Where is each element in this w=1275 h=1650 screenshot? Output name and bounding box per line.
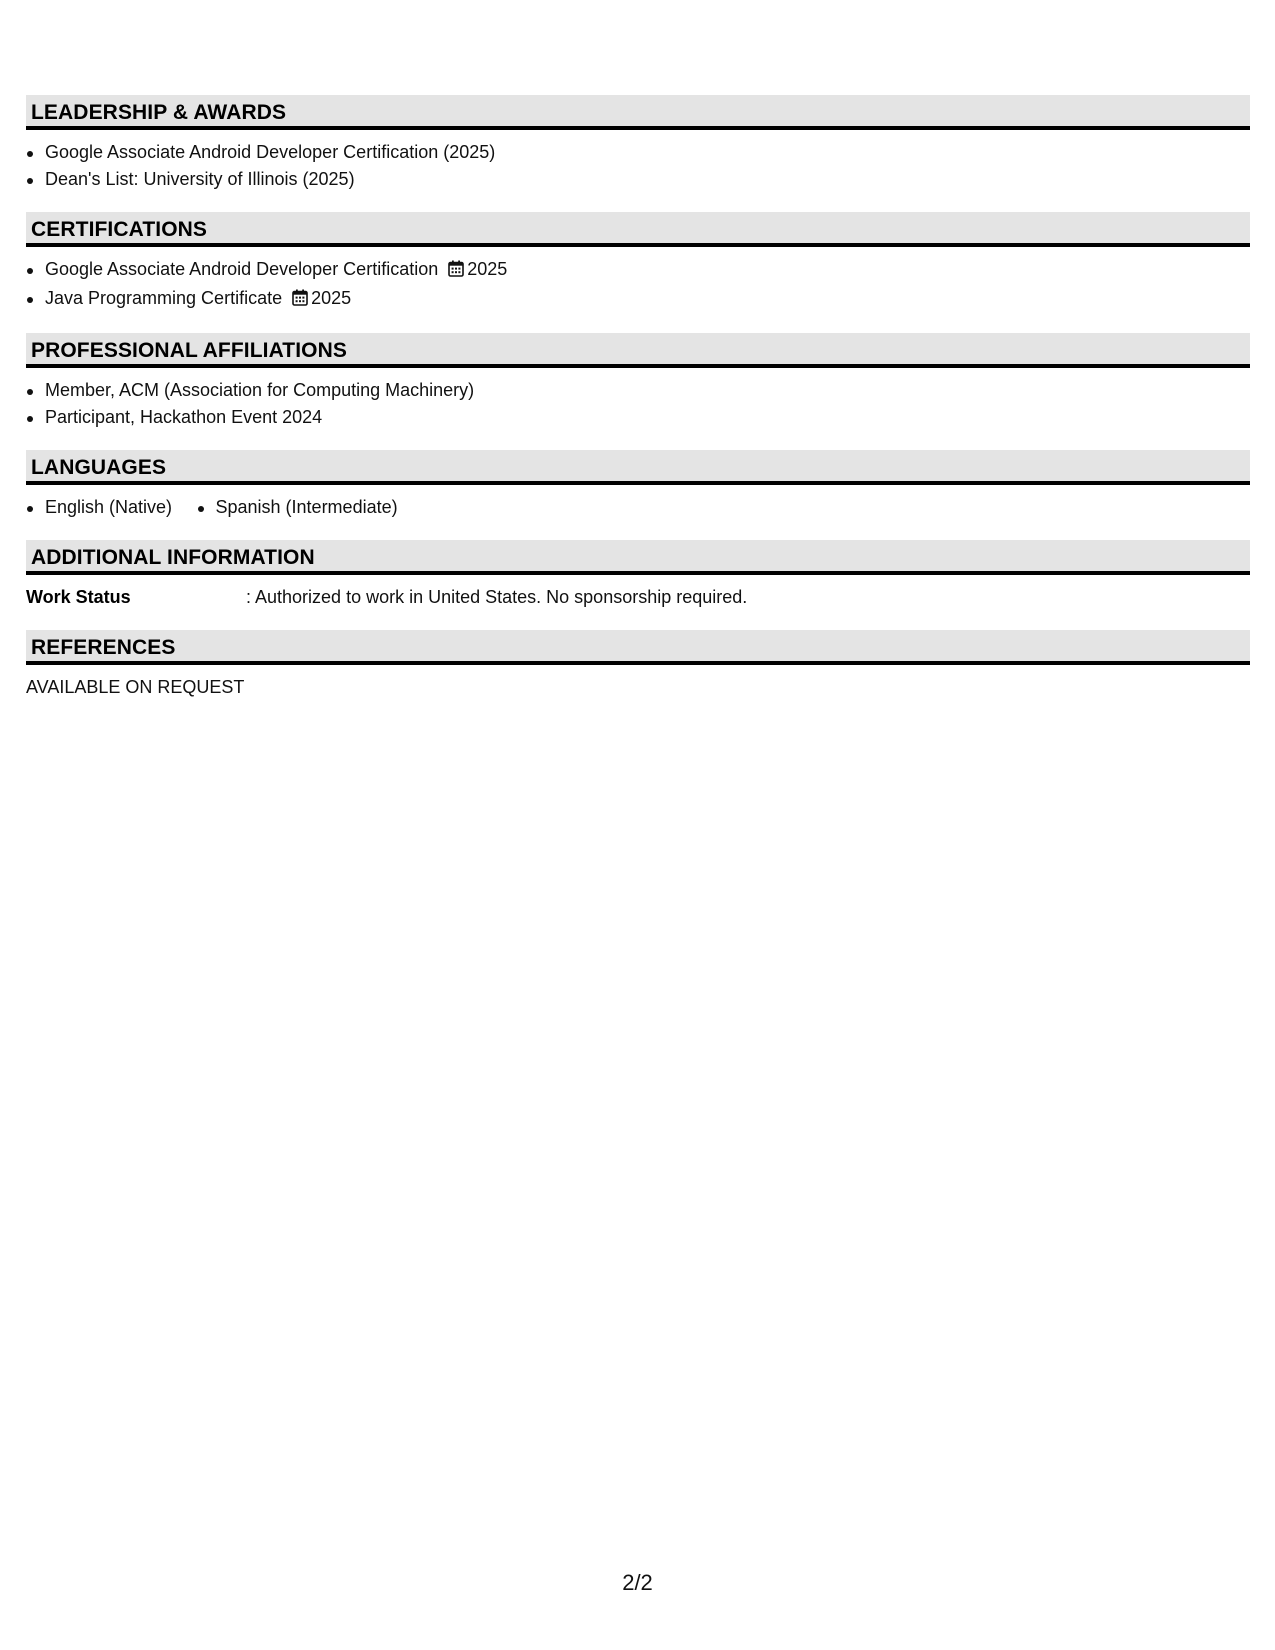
list-item: Google Associate Android Developer Certification (2025) (26, 139, 1250, 166)
section-header (26, 95, 1250, 130)
affiliations-list (26, 377, 1250, 431)
languages-list (26, 494, 1250, 521)
list-item: Member, ACM (Association for Computing Machinery) (26, 377, 1250, 404)
calendar-icon (292, 287, 308, 314)
section-certifications (26, 212, 1250, 314)
section-header (26, 450, 1250, 485)
list-item: English (Native) (26, 494, 172, 521)
section-professional-affiliations (26, 333, 1250, 431)
section-languages (26, 450, 1250, 521)
list-item: Dean's List: University of Illinois (2025) (26, 166, 1250, 193)
list-item: Spanish (Intermediate) (197, 494, 398, 521)
section-header (26, 630, 1250, 665)
section-references (26, 630, 1250, 701)
resume-page (26, 95, 1250, 720)
section-header (26, 540, 1250, 575)
list-item: Participant, Hackathon Event 2024 (26, 404, 1250, 431)
section-leadership-awards (26, 95, 1250, 193)
section-header (26, 333, 1250, 368)
section-title: LEADERSHIP & AWARDS (31, 101, 287, 124)
certification-name: Java Programming Certificate (45, 288, 283, 308)
certifications-list (26, 256, 1250, 314)
section-title: CERTIFICATIONS (31, 218, 208, 241)
certification-year: 2025 (311, 288, 352, 308)
awards-list (26, 139, 1250, 193)
section-header (26, 212, 1250, 247)
list-item (26, 285, 1250, 314)
page-number: 2/2 (622, 1570, 653, 1595)
certification-name: Google Associate Android Developer Certification (45, 259, 439, 279)
work-status-value: : Authorized to work in United States. No sponsorship required. (246, 587, 748, 607)
references-text: AVAILABLE ON REQUEST (26, 677, 245, 697)
certification-year: 2025 (467, 259, 508, 279)
list-item (26, 256, 1250, 285)
work-status-row (26, 584, 1250, 611)
section-additional-information (26, 540, 1250, 611)
section-title: ADDITIONAL INFORMATION (31, 546, 315, 569)
section-title: LANGUAGES (31, 456, 167, 479)
section-title: PROFESSIONAL AFFILIATIONS (31, 339, 347, 362)
section-title: REFERENCES (31, 636, 176, 659)
calendar-icon (448, 258, 464, 285)
work-status-label: Work Status (26, 587, 131, 607)
